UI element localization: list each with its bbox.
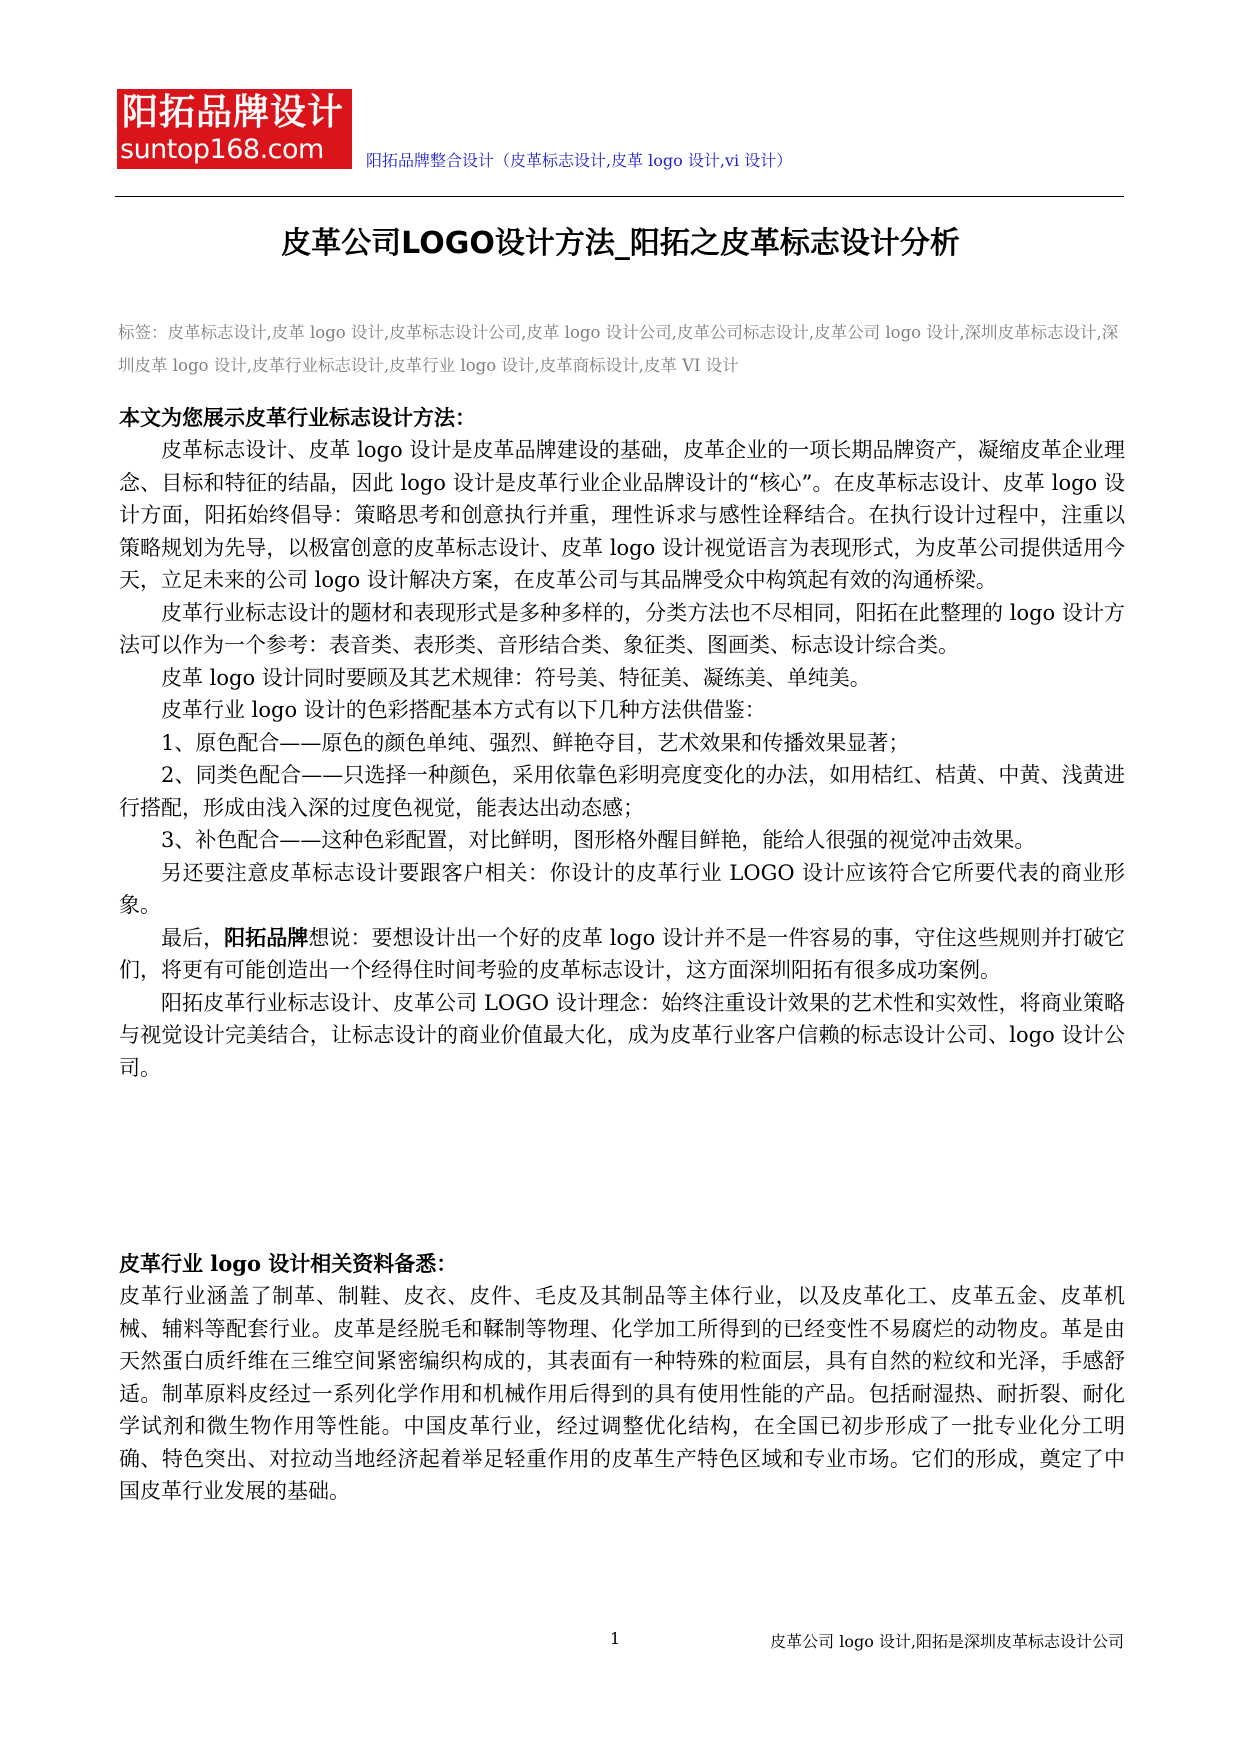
logo-domain-text: suntop168.com [120,134,324,165]
header-tagline[interactable]: 阳拓品牌整合设计（皮革标志设计,皮革 logo 设计,vi 设计） [366,151,793,170]
section-intro [119,402,1125,1084]
paragraph: 皮革行业涵盖了制革、制鞋、皮衣、皮件、毛皮及其制品等主体行业，以及皮革化工、皮革五金、皮革机械、辅料等配套行业。皮革是经脱毛和鞣制等物理、化学加工所得到的已经变性不易腐烂的动物皮。革是由天然蛋白质纤维在三维空间紧密编织构成的，其表面有一种特殊的粒面层，具有自然的粒纹和光泽，手感舒适。制革原料皮经过一系列化学作用和机械作用后得到的具有使用性能的产品。包括耐湿热、耐折裂、耐化学试剂和微生物作用等性能。中国皮革行业，经过调整优化结构，在全国已初步形成了一批专业化分工明确、特色突出、对拉动当地经济起着举足轻重作用的皮革生产特色区域和专业市场。它们的形成，奠定了中国皮革行业发展的基础。 [119,1284,1125,1503]
list-item: 3、补色配合——这种色彩配置，对比鲜明，图形格外醒目鲜艳，能给人很强的视觉冲击效果。 [161,828,1036,852]
closing-prefix: 最后， [161,925,225,950]
list-item: 2、同类色配合——只选择一种颜色，采用依靠色彩明亮度变化的办法，如用桔红、桔黄、中黄、浅黄进行搭配，形成由浅入深的过度色视觉，能表达出动态感； [119,763,1125,820]
page-title: 皮革公司LOGO设计方法_阳拓之皮革标志设计分析 [281,226,960,261]
brand-name-bold: 阳拓品牌 [224,924,309,950]
logo-chinese-text: 阳拓品牌设计 [122,92,345,133]
brand-logo [117,89,352,169]
footer-text: 皮革公司 logo 设计,阳拓是深圳皮革标志设计公司 [770,1632,1124,1651]
section-heading: 本文为您展示皮革行业标志设计方法： [119,405,476,430]
tags-line: 标签：皮革标志设计,皮革 logo 设计,皮革标志设计公司,皮革 logo 设计公司,皮革公司标志设计,皮革公司 logo 设计,深圳皮革标志设计,深圳皮革 logo 设计,皮革行业标志设计,皮革行业 logo 设计,皮革商标设计,皮革 VI 设计 [118,323,1119,375]
paragraph: 另还要注意皮革标志设计要跟客户相关：你设计的皮革行业 LOGO 设计应该符合它所要代表的商业形象。 [119,860,1125,917]
closing-paragraph [119,922,1125,987]
closing-text: 想说：要想设计出一个好的皮革 logo 设计并不是一件容易的事，守住这些规则并打破它们，将更有可能创造出一个经得住时间考验的皮革标志设计，这方面深圳阳拓有很多成功案例。 [119,925,1126,982]
list-item: 1、原色配合——原色的颜色单纯、强烈、鲜艳夺目，艺术效果和传播效果显著； [161,730,910,755]
page-number: 1 [610,1629,621,1648]
paragraph: 皮革 logo 设计同时要顾及其艺术规律：符号美、特征美、凝练美、单纯美。 [161,665,871,690]
paragraph: 皮革行业标志设计的题材和表现形式是多种多样的，分类方法也不尽相同，阳拓在此整理的 logo 设计方法可以作为一个参考：表音类、表形类、音形结合类、象征类、图画类、标志设计综合类。 [119,600,1125,657]
paragraph: 皮革标志设计、皮革 logo 设计是皮革品牌建设的基础，皮革企业的一项长期品牌资产，凝缩皮革企业理念、目标和特征的结晶，因此 logo 设计是皮革行业企业品牌设计的“核心”。在皮革标志设计、皮革 logo 设计方面，阳拓始终倡导：策略思考和创意执行并重，理性诉求与感性诠释结合。在执行设计过程中，注重以策略规划为先导，以极富创意的皮革标志设计、皮革 logo 设计视觉语言为表现形式，为皮革公司提供适用今天，立足未来的公司 logo 设计解决方案，在皮革公司与其品牌受众中构筑起有效的沟通桥梁。 [119,438,1125,592]
paragraph: 皮革行业 logo 设计的色彩搭配基本方式有以下几种方法供借鉴： [161,698,766,722]
header-divider [115,196,1124,197]
section-heading: 皮革行业 logo 设计相关资料备悉： [119,1251,458,1276]
section-background [119,1248,1125,1508]
philosophy-paragraph: 阳拓皮革行业标志设计、皮革公司 LOGO 设计理念：始终注重设计效果的艺术性和实效性，将商业策略与视觉设计完美结合，让标志设计的商业价值最大化，成为皮革行业客户信赖的标志设计公司、logo 设计公司。 [119,990,1125,1080]
